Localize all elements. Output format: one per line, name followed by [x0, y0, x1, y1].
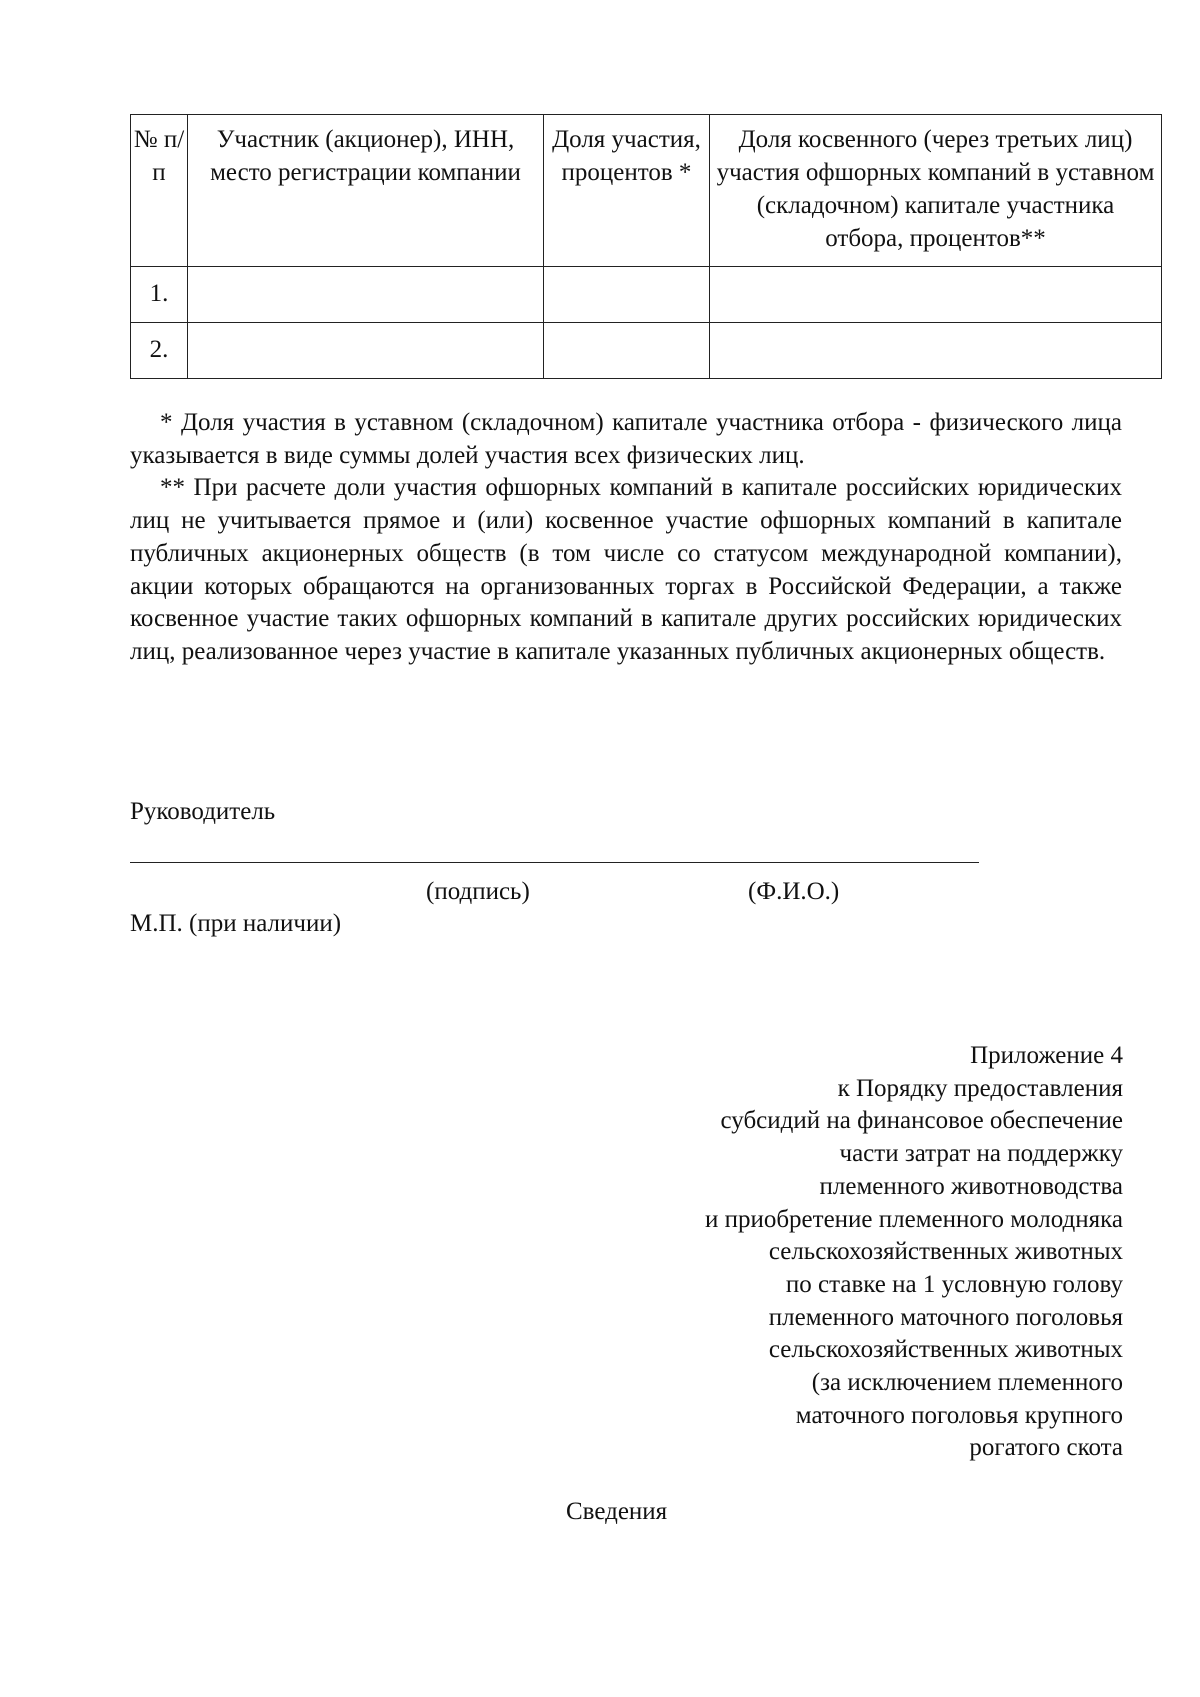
appendix-line: части затрат на поддержку	[839, 1140, 1123, 1168]
appendix-line: сельскохозяйственных животных	[768, 1336, 1123, 1364]
row-number: 1.	[131, 267, 188, 323]
header-number: № п/п	[131, 115, 188, 267]
header-share: Доля участия, процентов *	[544, 115, 710, 267]
row-share-cell	[544, 267, 710, 323]
appendix-line: племенного маточного поголовья	[768, 1303, 1123, 1331]
appendix-line: сельскохозяйственных животных	[768, 1238, 1123, 1266]
head-label: Руководитель	[130, 798, 276, 825]
appendix-line: маточного поголовья крупного	[795, 1401, 1123, 1429]
row-participant-cell	[188, 323, 544, 379]
row-offshore-cell	[710, 323, 1162, 379]
row-offshore-cell	[710, 267, 1162, 323]
seal-label: М.П. (при наличии)	[130, 910, 342, 937]
appendix-line: племенного животноводства	[819, 1172, 1123, 1200]
table-row	[131, 323, 1162, 379]
appendix-line: и приобретение племенного молодняка	[704, 1205, 1123, 1233]
appendix-line: (за исключением племенного	[811, 1369, 1123, 1397]
appendix-line: субсидий на финансовое обеспечение	[720, 1107, 1123, 1135]
footnote-share: * Доля участия в уставном (складочном) капитале участника отбора - физического лица указывается в виде суммы долей участия всех физических лиц.	[130, 409, 1122, 469]
header-offshore-share: Доля косвенного (через третьих лиц) участия офшорных компаний в уставном (складочном) капитале участника отбора, процентов**	[710, 115, 1162, 267]
row-participant-cell	[188, 267, 544, 323]
participants-table	[130, 114, 1162, 379]
footnote-offshore: ** При расчете доли участия офшорных компаний в капитале российских юридических лиц не учитывается прямое и (или) косвенное участие офшорных компаний в капитале публичных акционерных обществ (в том числе со статусом международной компании), акции которых обращаются на организованных торгах в Российской Федерации, а также косвенное участие таких офшорных компаний в капитале других российских юридических лиц, реализованное через участие в капитале указанных публичных акционерных обществ.	[130, 474, 1122, 665]
table-header-row	[131, 115, 1162, 267]
section-title: Сведения	[566, 1498, 668, 1525]
name-caption: (Ф.И.О.)	[748, 878, 840, 905]
row-number: 2.	[131, 323, 188, 379]
row-share-cell	[544, 323, 710, 379]
signature-line	[130, 862, 979, 863]
footnotes	[130, 407, 1122, 669]
appendix-line: рогатого скота	[969, 1434, 1123, 1462]
appendix-line: к Порядку предоставления	[837, 1074, 1123, 1102]
appendix-line: Приложение 4	[970, 1042, 1123, 1069]
signature-caption: (подпись)	[426, 878, 530, 905]
header-participant: Участник (акционер), ИНН, место регистрации компании	[188, 115, 544, 267]
table-row	[131, 267, 1162, 323]
appendix-block	[705, 1040, 1123, 1465]
appendix-line: по ставке на 1 условную голову	[785, 1270, 1123, 1298]
